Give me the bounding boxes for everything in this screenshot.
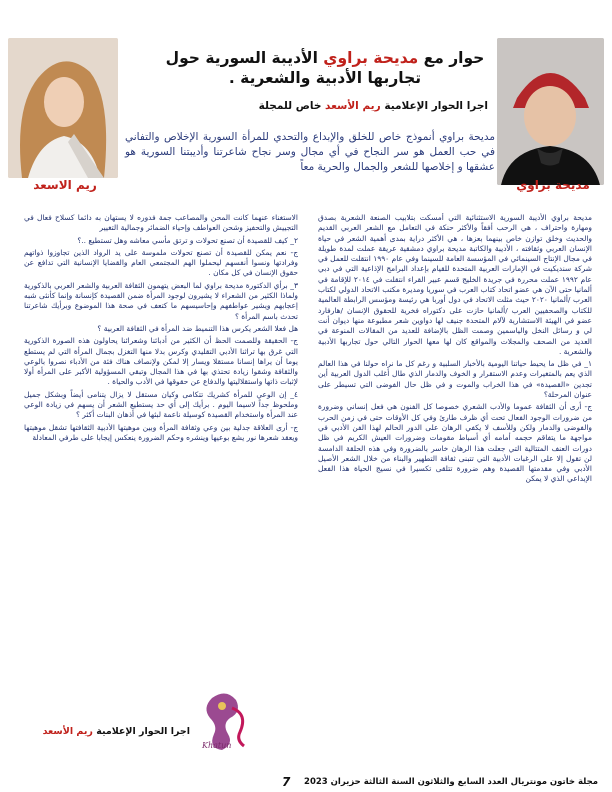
footer-issue-info: مجلة خاتون مونتريال العدد السابع والثلاثون السنة الثالثة حزيران 2023 (304, 777, 598, 787)
column-paragraph: الاستغناء عنهما كانت المحن والمصاعب جمة فدوره لا يستهان به دائما كسلاح فعال في التجييش والتحفيز وشحن العواطف وإحياء الضمائر وجمالية التغيير (24, 213, 298, 233)
title-guest-name: مديحة براوي (323, 49, 419, 67)
page-number: 7 (282, 775, 291, 789)
byline-name: ريم الأسعد (325, 100, 381, 112)
column-paragraph: ج- نعم يمكن للقصيدة أن تصنع تحولات ملموسة على يد الرواد الذين تجاوزوا ذواتهم وفرادتها ونسوا أنفسهم ليحملوا الهم المجتمعي العام والقضايا الإنسانية التي تدافع عن حقوق الإنسان في كل مكان . (24, 247, 298, 278)
column-paragraph: ج- أرى أن الثقافة عموما والأدب الشعري خصوصا كل الفنون هي فعل إنساني وضرورة من ضرورات الوجود الفعال تحت أي ظرف طارئ وفي كل الأوقات حتى في زمن الحرب والفوضى والدمار ولكن وللأسف لا يكفي الرهان على الدور الحالم لهذا الفن الأدبي في مواجهة ما يتفاقم حجمه أمامه أي أسباط مقومات وضرورات العيش الكريم في ظل دورات العنف المتتالية التي جعلت هذا الرهان خاسر بالضرورة وفي هذه الحلقة الدامسة لن تقول إلا على الرغبات الأدبية التي تتبنى ثقافة التطهير والبناء من خلال الشعر الأصيل الأدبي وفي مقدمتها القصيدة وهم ضرورة تتلقى تكسيرا في نسيج الحياة هذا الفعل الإبداعي الذي لا يمكن (318, 402, 592, 484)
column-paragraph: مديحة براوي الأديبة السورية الاستثنائية التي أمسكت بتلابيب الصنعة الشعرية بصدق ومهارة واحتراف ، هي الرحب أفقاً والأكثر حنكة في التعامل مع الشعر العربي القديم والحديث وخلق توازن خاص بينهما بعزها ، هي الأكثر دراية بمدى أهمية الشعر في حياة الإنسان العربي وثقافته ، الأديبة والكاتبة مديحة براوي دمشقية عريقة عملت لمدة طويلة في مجال الإنتاج السينمائي في المؤسسة العامة للسينما وفي عام ١٩٩٠ انتقلت للعمل في شركة سنديكيت في الإمارات العربية المتحدة للقيام بإعداد البرامج الإذاعية التي في دبي عام ١٩٩٢ عملت محررة في جريدة الخليج قسم عبير القراء انتقلت في ٢٠١٤ للإقامة في ألمانيا حتى الآن هي عضو اتحاد كتاب العرب في سوريا ومديرة مكتب الاتحاد الدولي لكتاب العرب /ألمانيا ٢٠٢٠ حيث مثلت الاتحاد في دول أوربا هي رئيسة ومؤسس الرابطة العالمية للكتاب والصحفيين العرب /ألمانيا حازت على دكتوراه فخرية للحقوق الإنسان /هارفارد عضو في الهيئة الاستشارية لآلام المتحدة جنيف لها دواوين شعر مطبوعة منها ديوان أنت لي و رسائل النخل والياسمين وصمت الظل بالإضافة للعديد من المقالات المنوعة في العديد من الصحف والمجلات والمواقع كان لها معها الحوار التالي حول تجاربها الأدبية والشعرية . (318, 213, 592, 356)
article-lead: مديحة براوي أنموذج خاص للخلق والإبداع والتحدي للمرأة السورية الإخلاص والتفاني في حب العمل هو سر النجاح في أي مجال وسر نجاح شاعرتنا وأديبتنا السورية هو عشقها و إخلاصها للشعر والجمال والحرية معاً (125, 131, 495, 173)
host-photo (8, 38, 118, 178)
logo-wordmark: Khatun (202, 741, 232, 750)
column-paragraph: هل فعلا الشعر يكرس هذا التنميط ضد المرأة في الثقافة العربية ؟ (97, 323, 298, 333)
column-paragraph: ج- الحقيقة وللصمت الحظ أن الكثير من أدبائنا وشعرائنا يحاولون هذه الصورة الذكورية التي غرق بها تراثنا الأدبي التقليدي وكرس بدلا منها التغزل بجمال المرأة التي لم يستطع يوما أن يراها إنسانا مستقلا ويسار إلا لمكن ولإنصاف هناك فئة من الأدباء نصروا بالوعي والثقافة وشقوا زيادة تحتذي بها في هذا المجال وتبقي المسؤولية الأكبر على المرأة أولا لإثبات ذاتها واستقلاليتها والدفاع عن حقوقها في الأدب والحياة . (24, 336, 298, 387)
column-paragraph: ٤_ إن الوعي للمرأة كشريك تتكامى وكيان مستقل لا يزال يتنامى أيضاً وبشكل جميل وملحوظ جداً لاسيما اليوم . برأيك إلى أي حد يستطيع الشعر أن يسهم في زيادة الوعي عند المرأة واستخدام القصيدة كوسيلة ناعمة لبثها في أذهان البنات أكثر ؟ (24, 389, 298, 420)
title-line-2: تجاربها الأدبية والشعرية . (228, 69, 422, 87)
footer-byline-prefix: اجرا الحوار الإعلامية (92, 726, 190, 737)
host-portrait-image (8, 38, 118, 178)
host-photo-caption: ريم الاسعد (33, 178, 97, 192)
column-paragraph: ١_ في ظل ما يحيط حياتنا اليومية بالأخبار السلبية و رغم كل ما نراه حولنا في هذا العالم الذي يعم بالمتغيرات وعدم الاستقرار و الخوف والدمار الذي طال أغلب الدول العربية أين تجدين «القصيدة» في هذا الخراب والموت و في ظل حال الفوضى التي تسيطر على عنوان المرحلة؟ (318, 359, 592, 400)
article-title (160, 48, 490, 88)
column-paragraph: ٢_ كيف للقصيدة أن تصنع تحولات و ترتق مأسي معاشه وهل تستطيع ..؟ (77, 235, 298, 245)
guest-photo (497, 38, 604, 185)
page-footer (0, 772, 612, 792)
article-byline (230, 100, 488, 112)
guest-photo-caption: مديحة براوي (516, 178, 590, 192)
column-paragraph: ج- أرى العلاقة جدلية بين وعي وثقافة المرأة وبين موهبتها الأدبية الثقافتها تشقل موهبتها ويعقد شعرها نور يشع بوعيها وينشره وحكم الضرورة ينعكس إيجابا على طرفي المعادلة (24, 422, 298, 442)
column-paragraph: ٣_ برأي الدكتورة مديحة براوي لما البعض يتهمون الثقافة العربية والشعر العربي بالذكورية ولماذا الكثير من الشعراء لا يشيرون لوجود المرأة ضمن القصيدة كإنسانة وإنما كأنثى شبه إعجابهم ويشير عواطفهم وإحاسيسهم ما كتعف في صحة هذا الموضوع وبرأيك شاعرتنا تحدث باسم المرأة ؟ (24, 280, 298, 321)
footer-byline (40, 726, 190, 737)
title-line-1-prefix: حوار مع (418, 49, 485, 67)
byline-prefix: اجرا الحوار الإعلامية (380, 100, 488, 112)
guest-portrait-image (497, 38, 604, 185)
footer-byline-name: ريم الأسعد (42, 726, 93, 737)
title-line-1 (160, 48, 490, 68)
title-line-1-suffix: الأديبة السورية حول (165, 49, 324, 67)
byline-suffix: خاص للمجلة (258, 100, 326, 112)
article-column-left (24, 213, 298, 701)
article-column-right (318, 213, 592, 728)
